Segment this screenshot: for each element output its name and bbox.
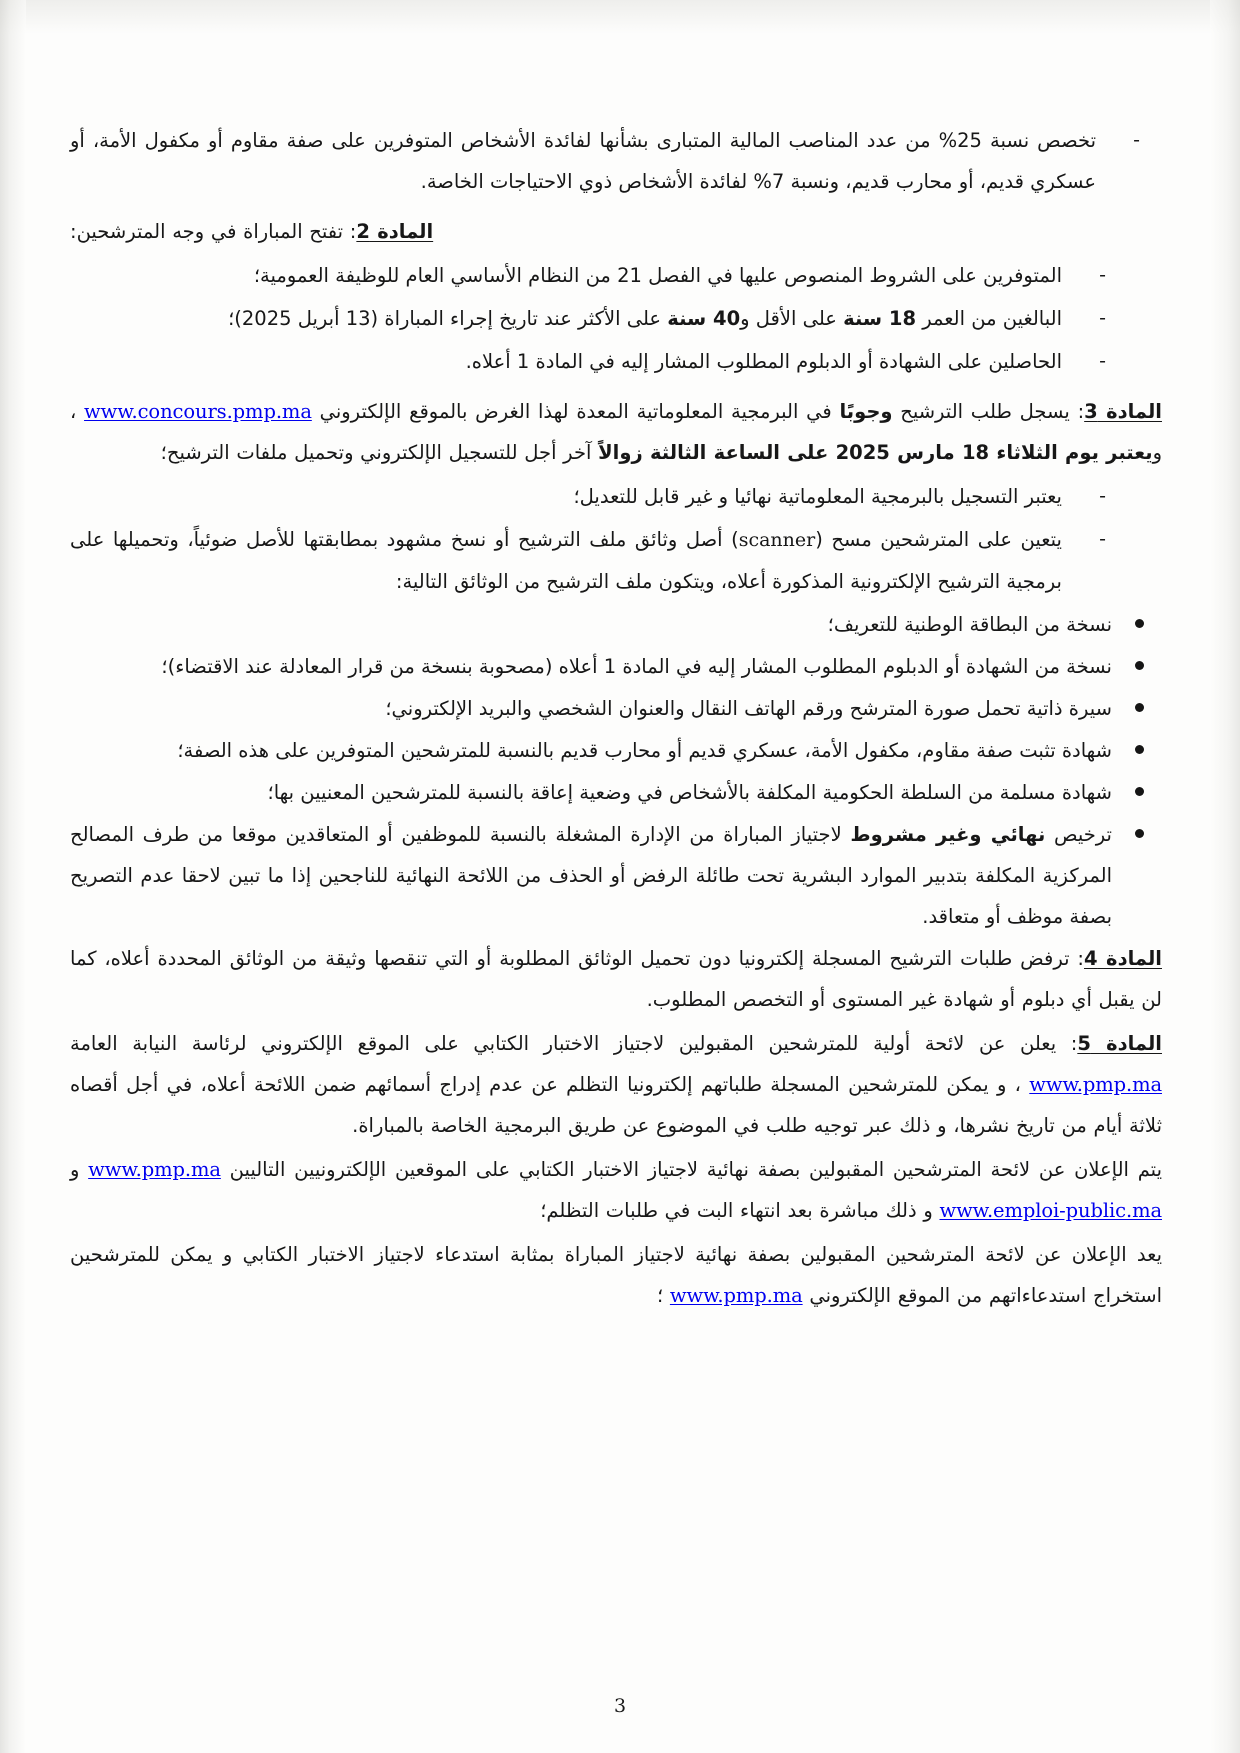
list-item <box>70 604 1162 645</box>
bullet-dot-icon <box>1135 787 1144 796</box>
article-3-lead-1: يسجل طلب الترشيح <box>892 400 1070 423</box>
list-item <box>70 688 1162 729</box>
spacer <box>70 204 1162 211</box>
list-item <box>70 255 1162 296</box>
article-4-text: ترفض طلبات الترشيح المسجلة إلكترونيا دون تحميل الوثائق المطلوبة أو التي تنقصها وثيقة من الوثائق المحددة أعلاه، كما لن يقبل أي دبلوم أو شهادة غير المستوى أو التخصص المطلوب. <box>70 947 1162 1011</box>
article-3-lead-4: آخر أجل للتسجيل الإلكتروني وتحميل ملفات الترشيح؛ <box>160 441 599 464</box>
dash-marker: - <box>1099 264 1106 286</box>
dash-marker: - <box>1099 350 1106 372</box>
article-5-text-2a: يتم الإعلان عن لائحة المترشحين المقبولين بصفة نهائية لاجتياز الاختبار الكتابي على الموقعين الإلكترونيين التاليين <box>220 1158 1162 1181</box>
article-5-paragraph-2 <box>70 1149 1162 1231</box>
bullet-dot-icon <box>1135 745 1144 754</box>
concours-website-link[interactable]: www.concours.pmp.ma <box>84 400 312 423</box>
article-3-dash-2-text: يتعين على المترشحين مسح (scanner) أصل وثائق ملف الترشيح أو نسخ مشهود بمطابقتها للأصل ضوئياً، وتحميلها على برمجية الترشيح الإلكترونية المذكورة أعلاه، ويتكون ملف الترشيح من الوثائق التالية: <box>70 528 1062 593</box>
article-2-label: المادة 2 <box>356 220 434 243</box>
bullet-dot-icon <box>1135 703 1144 712</box>
document-body <box>70 120 1162 1319</box>
list-item <box>70 298 1162 339</box>
dash-marker: - <box>1133 129 1140 151</box>
dash-marker: - <box>1099 307 1106 329</box>
article-2-text: تفتح المباراة في وجه المترشحين: <box>70 220 344 243</box>
intro-bullet-list <box>70 120 1162 202</box>
list-item <box>70 476 1162 517</box>
article-2-bullet-list <box>70 255 1162 382</box>
article-3-lead-bold: وجوبًا <box>839 400 893 423</box>
article-3-paragraph <box>70 391 1162 473</box>
pmp-website-link-2[interactable]: www.pmp.ma <box>88 1158 221 1181</box>
article-5-paragraph-1 <box>70 1023 1162 1146</box>
article-3-lead-3: ، و <box>70 400 1162 464</box>
article-2-bullet-1-text: المتوفرين على الشروط المنصوص عليها في الفصل 21 من النظام الأساسي العام للوظيفة العمومية؛ <box>253 264 1062 287</box>
list-item <box>70 341 1162 382</box>
scan-edge-left <box>0 0 26 1753</box>
list-item <box>70 730 1162 771</box>
article-5-text-3a: يعد الإعلان عن لائحة المترشحين المقبولين بصفة نهائية لاجتياز المباراة بمثابة استدعاء لاجتياز الاختبار الكتابي و يمكن للمترشحين استخراج استدعاءاتهم من الموقع الإلكتروني <box>70 1243 1162 1307</box>
article-5-separator: : <box>1056 1032 1078 1055</box>
list-item <box>70 120 1162 202</box>
scan-edge-right <box>1210 0 1240 1753</box>
article-4-separator: : <box>1069 947 1084 970</box>
article-5-text-2b: و ذلك مباشرة بعد انتهاء البت في طلبات التظلم؛ <box>540 1199 940 1222</box>
article-3-document-list <box>70 604 1162 937</box>
emploi-public-website-link[interactable]: www.emploi-public.ma <box>939 1199 1162 1222</box>
doc-item-6-text: ترخيص نهائي وغير مشروط لاجتياز المباراة من الإدارة المشغلة بالنسبة للموظفين أو المتعاقدين موقعا من طرف المصالح المركزية المكلفة بتدبير الموارد البشرية تحت طائلة الرفض أو الحذف من اللائحة النهائية للناجحين إذا ما تبين لاحقا عدم التصريح بصفة موظف أو متعاقد. <box>70 823 1112 928</box>
article-5-text-1b: ، و يمكن للمترشحين المسجلة طلباتهم إلكترونيا التظلم عن عدم إدراج أسمائهم ضمن اللائحة أعلاه، في أجل أقصاه ثلاثة أيام من تاريخ نشرها، و ذلك عبر توجيه طلب في الموضوع عن طريق البرمجية الخاصة بالمباراة. <box>70 1073 1162 1137</box>
bullet-dot-icon <box>1135 619 1144 628</box>
article-5-text-3b: ؛ <box>656 1284 670 1307</box>
article-3-dash-1-text: يعتبر التسجيل بالبرمجية المعلوماتية نهائيا و غير قابل للتعديل؛ <box>573 485 1062 508</box>
spacer <box>70 384 1162 391</box>
doc-item-5-text: شهادة مسلمة من السلطة الحكومية المكلفة بالأشخاص في وضعية إعاقة بالنسبة للمترشحين المعنيين بها؛ <box>267 781 1112 804</box>
list-item <box>70 814 1162 937</box>
article-5-label: المادة 5 <box>1077 1032 1162 1055</box>
bullet-dot-icon <box>1135 661 1144 670</box>
article-3-lead-2: في البرمجية المعلوماتية المعدة لهذا الغرض بالموقع الإلكتروني <box>311 400 840 423</box>
bullet-dot-icon <box>1135 829 1144 838</box>
doc-item-1-text: نسخة من البطاقة الوطنية للتعريف؛ <box>827 613 1112 636</box>
article-5-text-1a: يعلن عن لائحة أولية للمترشحين المقبولين لاجتياز الاختبار الكتابي على الموقع الإلكتروني لرئاسة النيابة العامة <box>70 1032 1057 1055</box>
list-item <box>70 646 1162 687</box>
article-3-separator: : <box>1069 400 1085 423</box>
article-3-dash-list <box>70 476 1162 602</box>
doc-item-2-text: نسخة من الشهادة أو الدبلوم المطلوب المشار إليه في المادة 1 أعلاه (مصحوبة بنسخة من قرار المعادلة عند الاقتضاء)؛ <box>161 655 1112 678</box>
page-number: 3 <box>613 1695 627 1717</box>
article-5-conjunction: و <box>70 1158 89 1181</box>
article-5-paragraph-3 <box>70 1234 1162 1316</box>
article-3-label: المادة 3 <box>1084 400 1162 423</box>
list-item <box>70 772 1162 813</box>
pmp-website-link-1[interactable]: www.pmp.ma <box>1029 1073 1162 1096</box>
list-item <box>70 519 1162 602</box>
article-2-bullet-2-text: البالغين من العمر 18 سنة على الأقل و40 سنة على الأكثر عند تاريخ إجراء المباراة (13 أبريل 2025)؛ <box>228 307 1062 330</box>
scan-edge-top <box>0 0 1240 34</box>
article-3-deadline-date: يعتبر يوم الثلاثاء 18 مارس 2025 على الساعة الثالثة زوالاً <box>598 441 1153 464</box>
intro-bullet-text: تخصص نسبة 25% من عدد المناصب المالية المتبارى بشأنها لفائدة الأشخاص المتوفرين على صفة مقاوم أو مكفول الأمة، أو عسكري قديم، أو محارب قديم، ونسبة 7% لفائدة الأشخاص ذوي الاحتياجات الخاصة. <box>70 129 1096 193</box>
doc-item-3-text: سيرة ذاتية تحمل صورة المترشح ورقم الهاتف النقال والعنوان الشخصي والبريد الإلكتروني؛ <box>385 697 1112 720</box>
doc-item-4-text: شهادة تثبت صفة مقاوم، مكفول الأمة، عسكري قديم أو محارب قديم بالنسبة للمترشحين المتوفرين على هذه الصفة؛ <box>177 739 1112 762</box>
article-2-bullet-3-text: الحاصلين على الشهادة أو الدبلوم المطلوب المشار إليه في المادة 1 أعلاه. <box>465 350 1062 373</box>
article-2-heading <box>70 211 1162 252</box>
dash-marker: - <box>1099 485 1106 507</box>
article-2-separator: : <box>343 220 357 243</box>
article-4-label: المادة 4 <box>1084 947 1162 970</box>
pmp-website-link-3[interactable]: www.pmp.ma <box>669 1284 803 1307</box>
article-4-paragraph <box>70 938 1162 1020</box>
dash-marker: - <box>1099 528 1106 550</box>
